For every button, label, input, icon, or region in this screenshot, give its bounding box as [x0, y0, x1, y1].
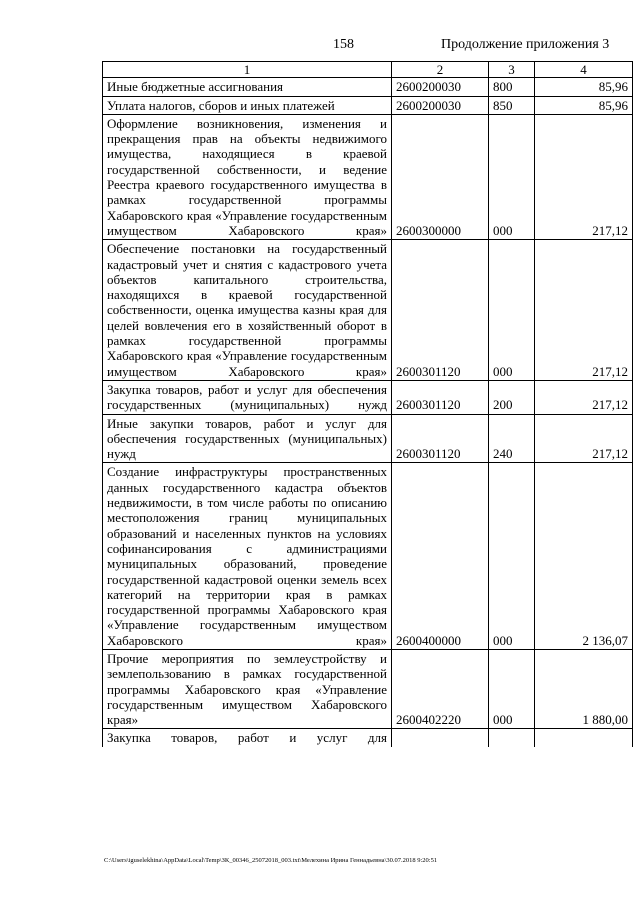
row-description: Обеспечение постановки на государственный кадастровый учет и снятия с кадастрового учета объектов капитального строительства, находящихся в краевой государственной собственности, оценка имущества казны края для целей вовлечения его в хозяйственный оборот в рамках государственной программы Хабаровского края «Управление государственным имуществом Хабаровского края»: [103, 240, 392, 381]
row-description: Оформление возникновения, изменения и прекращения прав на объекты недвижимого имущества, находящиеся в краевой государственной собственности, и ведение Реестра краевого государственного имущества в рамках государственной программы Хабаровского края «Управление государственным имуществом Хабаровского края»: [103, 114, 392, 239]
table-row: [103, 649, 633, 728]
row-code: 2600400000: [392, 463, 489, 650]
budget-table: [102, 61, 633, 747]
row-amount: 217,12: [535, 240, 633, 381]
row-description: Прочие мероприятия по землеустройству и землепользованию в рамках государственной программы Хабаровского края «Управление государственным имуществом Хабаровского края»: [103, 649, 392, 728]
row-expense-type: 000: [489, 463, 535, 650]
row-amount: 85,96: [535, 96, 633, 114]
table-row: [103, 463, 633, 650]
table-row: [103, 414, 633, 463]
column-header: 1: [103, 62, 392, 78]
page-number: 158: [333, 37, 354, 52]
row-expense-type: 240: [489, 414, 535, 463]
row-code: 2600301120: [392, 380, 489, 414]
table-row: [103, 380, 633, 414]
row-expense-type: 000: [489, 649, 535, 728]
row-description: Иные закупки товаров, работ и услуг для обеспечения государственных (муниципальных) нужд: [103, 414, 392, 463]
row-amount: 1 880,00: [535, 649, 633, 728]
continuation-label: Продолжение приложения 3: [441, 37, 610, 52]
row-amount: 217,12: [535, 380, 633, 414]
row-expense-type: 200: [489, 380, 535, 414]
row-code: 2600402220: [392, 649, 489, 728]
column-header: 3: [489, 62, 535, 78]
row-code: 2600200030: [392, 78, 489, 96]
row-expense-type: 000: [489, 240, 535, 381]
column-header: 4: [535, 62, 633, 78]
row-expense-type: 800: [489, 78, 535, 96]
row-expense-type: [489, 729, 535, 747]
row-expense-type: 850: [489, 96, 535, 114]
row-amount: [535, 729, 633, 747]
row-amount: 85,96: [535, 78, 633, 96]
row-description: Создание инфраструктуры пространственных данных государственного кадастра объектов недвижимости, в том числе работы по описанию местоположения границ муниципальных образований и населенных пунктов на условиях софинансирования с администрациями муниципальных образований, проведение государственной кадастровой оценки земель всех категорий на территории края в рамках государственной программы Хабаровского края «Управление государственным имуществом Хабаровского края»: [103, 463, 392, 650]
column-header: 2: [392, 62, 489, 78]
row-code: 2600300000: [392, 114, 489, 239]
row-amount: 217,12: [535, 414, 633, 463]
row-code: [392, 729, 489, 747]
table-row: [103, 240, 633, 381]
row-amount: 2 136,07: [535, 463, 633, 650]
row-amount: 217,12: [535, 114, 633, 239]
table-row-partial: [103, 729, 633, 747]
row-code: 2600200030: [392, 96, 489, 114]
row-description: Уплата налогов, сборов и иных платежей: [103, 96, 392, 114]
table-row: [103, 78, 633, 96]
row-code: 2600301120: [392, 240, 489, 381]
row-code: 2600301120: [392, 414, 489, 463]
row-description: Закупка товаров, работ и услуг для обеспечения государственных (муниципальных) нужд: [103, 380, 392, 414]
row-expense-type: 000: [489, 114, 535, 239]
table-row: [103, 96, 633, 114]
row-description: Иные бюджетные ассигнования: [103, 78, 392, 96]
table-row: [103, 114, 633, 239]
table-header-row: [103, 62, 633, 78]
document-footer-path: C:\Users\iguselekhina\AppData\Local\Temp\ЗК_00346_25072018_003.txt\Мелехина Ирина Геннадьевна\30.07.2018 9:20:51: [104, 857, 438, 864]
row-description: Закупка товаров, работ и услуг для: [103, 729, 392, 747]
